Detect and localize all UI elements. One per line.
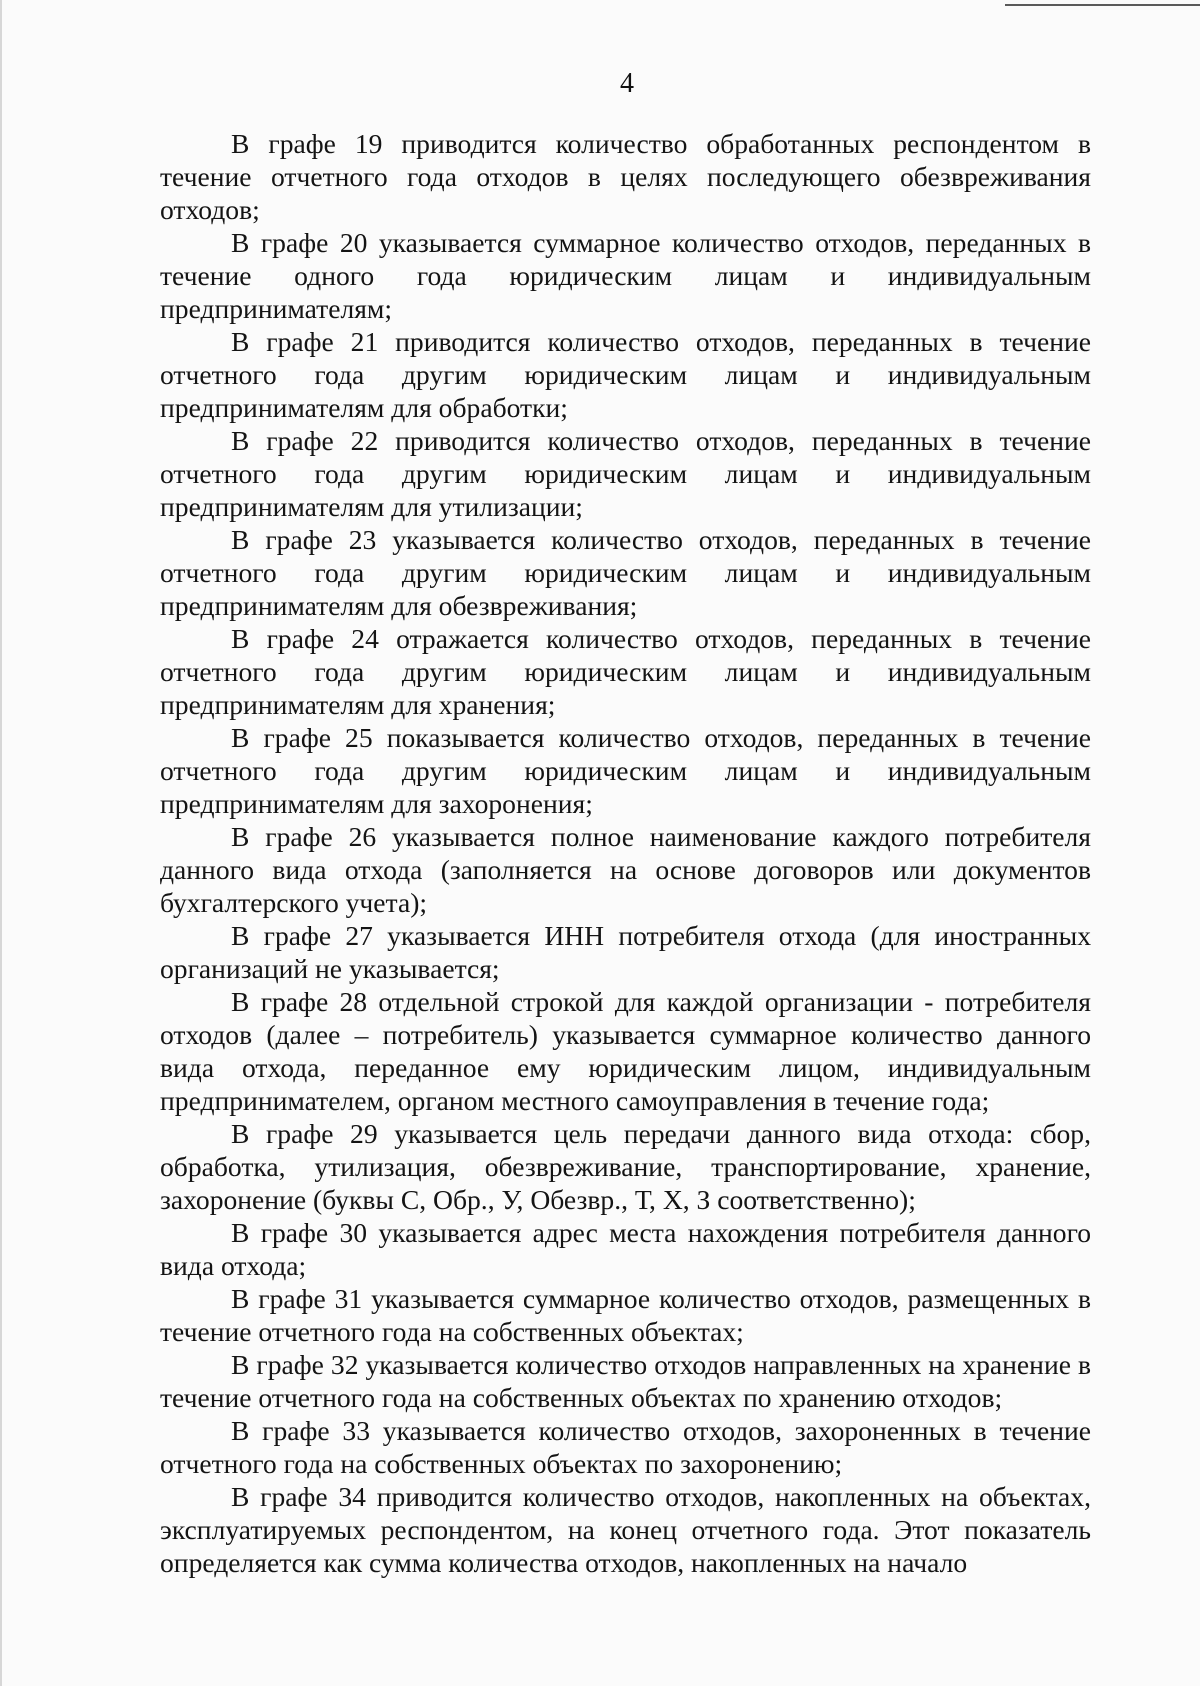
paragraph-column-28: В графе 28 отдельной строкой для каждой организации - потребителя отходов (далее – потребитель) указывается суммарное количество данного вида отхода, переданное ему юридическим лицом, индивидуальным предпринимателем, органом местного самоуправления в течение года; bbox=[160, 986, 1091, 1116]
paragraph-column-32: В графе 32 указывается количество отходов направленных на хранение в течение отчетного года на собственных объектах по хранению отходов; bbox=[160, 1349, 1091, 1413]
paragraph-column-33: В графе 33 указывается количество отходов, захороненных в течение отчетного года на собственных объектах по захоронению; bbox=[160, 1415, 1091, 1479]
paragraph-column-19: В графе 19 приводится количество обработанных респондентом в течение отчетного года отходов в целях последующего обезвреживания отходов; bbox=[160, 128, 1091, 225]
paragraph-column-20: В графе 20 указывается суммарное количество отходов, переданных в течение одного года юридическим лицам и индивидуальным предпринимателям; bbox=[160, 227, 1091, 324]
top-right-rule bbox=[1005, 4, 1200, 6]
paragraph-column-30: В графе 30 указывается адрес места нахождения потребителя данного вида отхода; bbox=[160, 1217, 1091, 1281]
paragraph-column-27: В графе 27 указывается ИНН потребителя отхода (для иностранных организаций не указывается; bbox=[160, 920, 1091, 984]
scan-left-edge bbox=[0, 0, 2, 1686]
paragraph-column-23: В графе 23 указывается количество отходов, переданных в течение отчетного года другим юридическим лицам и индивидуальным предпринимателям для обезвреживания; bbox=[160, 524, 1091, 621]
page-number: 4 bbox=[620, 68, 634, 99]
paragraph-column-29: В графе 29 указывается цель передачи данного вида отхода: сбор, обработка, утилизация, обезвреживание, транспортирование, хранение, захоронение (буквы С, Обр., У, Обезвр., Т, Х, З соответственно); bbox=[160, 1118, 1091, 1215]
paragraph-column-34: В графе 34 приводится количество отходов, накопленных на объектах, эксплуатируемых респондентом, на конец отчетного года. Этот показатель определяется как сумма количества отходов, накопленных на начало bbox=[160, 1481, 1091, 1578]
document-body bbox=[160, 127, 1091, 1579]
paragraph-column-26: В графе 26 указывается полное наименование каждого потребителя данного вида отхода (заполняется на основе договоров или документов бухгалтерского учета); bbox=[160, 821, 1091, 918]
paragraph-column-24: В графе 24 отражается количество отходов, переданных в течение отчетного года другим юридическим лицам и индивидуальным предпринимателям для хранения; bbox=[160, 623, 1091, 720]
paragraph-column-22: В графе 22 приводится количество отходов, переданных в течение отчетного года другим юридическим лицам и индивидуальным предпринимателям для утилизации; bbox=[160, 425, 1091, 522]
paragraph-column-21: В графе 21 приводится количество отходов, переданных в течение отчетного года другим юридическим лицам и индивидуальным предпринимателям для обработки; bbox=[160, 326, 1091, 423]
paragraph-column-31: В графе 31 указывается суммарное количество отходов, размещенных в течение отчетного года на собственных объектах; bbox=[160, 1283, 1091, 1347]
paragraph-column-25: В графе 25 показывается количество отходов, переданных в течение отчетного года другим юридическим лицам и индивидуальным предпринимателям для захоронения; bbox=[160, 722, 1091, 819]
